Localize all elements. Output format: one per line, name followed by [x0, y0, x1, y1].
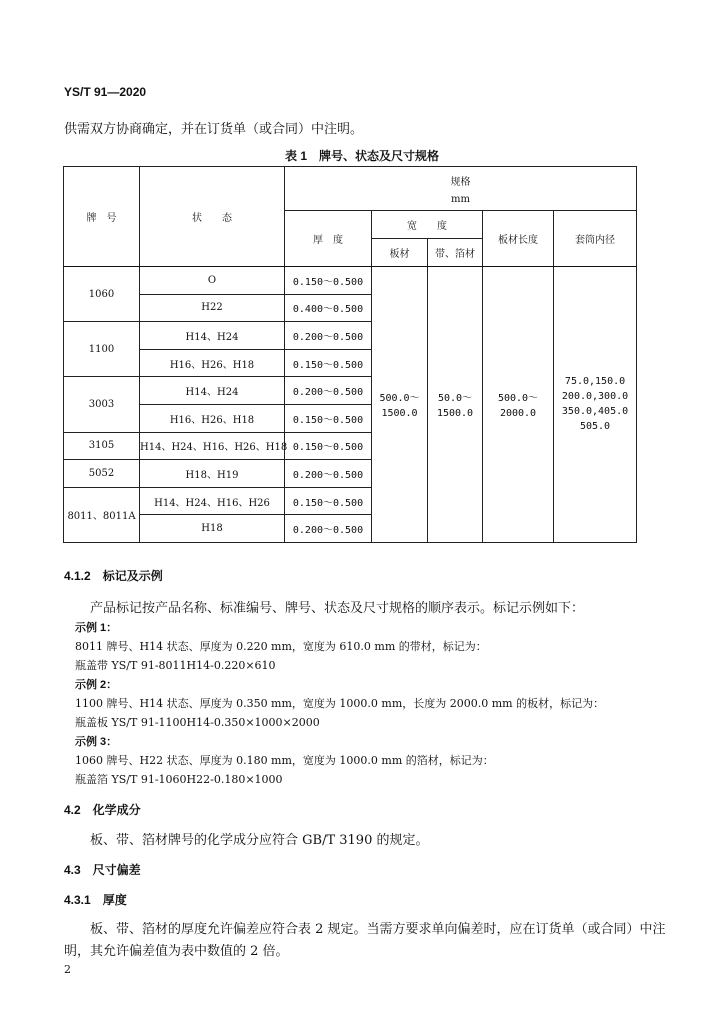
plate-length-line: 500.0～ — [497, 393, 539, 405]
spec-table — [63, 166, 637, 543]
sleeve-id-line: 505.0 — [579, 421, 611, 433]
thickness-cell: 0.150～0.500 — [285, 267, 372, 295]
example-mark: 瓶盖箔 YS/T 91-1060H22-0.180×1000 — [75, 773, 283, 786]
grade-cell: 3003 — [64, 377, 140, 432]
plate-length-cell — [483, 267, 554, 543]
state-cell: O — [140, 267, 285, 295]
thickness-cell: 0.200～0.500 — [285, 460, 372, 488]
header-strip-foil: 带、箔材 — [428, 239, 483, 267]
intro-paragraph: 供需双方协商确定，并在订货单（或合同）中注明。 — [64, 122, 364, 137]
plate-width-line: 1500.0 — [381, 408, 418, 420]
state-cell: H16、H26、H18 — [140, 404, 285, 432]
section-heading-4-3-1: 4.3.1 厚度 — [64, 893, 127, 907]
thickness-cell: 0.200～0.500 — [285, 322, 372, 350]
state-cell: H14、H24、H16、H26、H18 — [140, 432, 285, 460]
example-description: 1100 牌号、H14 状态、厚度为 0.350 mm，宽度为 1000.0 mm，长度为 2000.0 mm 的板材，标记为： — [75, 697, 605, 710]
section-paragraph: 板、带、箔材牌号的化学成分应符合 GB/T 3190 的规定。 — [90, 833, 429, 848]
example-mark: 瓶盖板 YS/T 91-1100H14-0.350×1000×2000 — [75, 716, 320, 729]
header-state: 状 态 — [140, 167, 285, 267]
header-plate: 板材 — [372, 239, 428, 267]
header-spec-label: 规格 — [450, 176, 471, 188]
thickness-cell: 0.150～0.500 — [285, 487, 372, 515]
example-description: 1060 牌号、H22 状态、厚度为 0.180 mm，宽度为 1000.0 mm 的箔材，标记为： — [75, 754, 494, 767]
example-title: 示例 2： — [75, 679, 118, 691]
header-plate-length: 板材长度 — [483, 211, 554, 267]
header-sleeve-id: 套筒内径 — [554, 211, 637, 267]
example-title: 示例 1： — [75, 622, 118, 634]
grade-cell: 5052 — [64, 460, 140, 488]
strip-width-line: 50.0～ — [437, 393, 473, 405]
sleeve-id-cell — [554, 267, 637, 543]
sleeve-id-line: 200.0,300.0 — [561, 391, 629, 403]
strip-width-line: 1500.0 — [436, 408, 474, 420]
example-description: 8011 牌号、H14 状态、厚度为 0.220 mm，宽度为 610.0 mm 的带材，标记为： — [75, 640, 487, 653]
grade-cell: 1100 — [64, 322, 140, 377]
plate-width-cell — [372, 267, 428, 543]
grade-cell: 8011、8011A — [64, 487, 140, 542]
state-cell: H14、H24 — [140, 322, 285, 350]
section-heading-4-1-2: 4.1.2 标记及示例 — [64, 569, 163, 583]
thickness-cell: 0.200～0.500 — [285, 515, 372, 543]
sleeve-id-line: 75.0,150.0 — [564, 376, 626, 388]
section-heading-4-2: 4.2 化学成分 — [64, 803, 141, 817]
table-row — [64, 267, 637, 295]
state-cell: H18、H19 — [140, 460, 285, 488]
page-number: 2 — [64, 963, 71, 976]
sleeve-id-line: 350.0,405.0 — [561, 406, 629, 418]
state-cell: H18 — [140, 515, 285, 543]
example-mark: 瓶盖带 YS/T 91-8011H14-0.220×610 — [75, 659, 276, 672]
header-width: 宽 度 — [372, 211, 483, 239]
header-grade: 牌 号 — [64, 167, 140, 267]
thickness-cell: 0.400～0.500 — [285, 294, 372, 322]
state-cell: H14、H24、H16、H26 — [140, 487, 285, 515]
section-paragraph: 板、带、箔材的厚度允许偏差应符合表 2 规定。当需方要求单向偏差时，应在订货单（或合同）中注 — [90, 922, 666, 937]
thickness-cell: 0.150～0.500 — [285, 349, 372, 377]
header-thickness: 厚 度 — [285, 211, 372, 267]
header-spec-unit: mm — [451, 193, 471, 205]
header-spec — [285, 167, 637, 211]
strip-width-cell — [428, 267, 483, 543]
state-cell: H14、H24 — [140, 377, 285, 405]
thickness-cell: 0.150～0.500 — [285, 432, 372, 460]
plate-length-line: 2000.0 — [499, 408, 537, 420]
state-cell: H16、H26、H18 — [140, 349, 285, 377]
state-cell: H22 — [140, 294, 285, 322]
section-paragraph: 产品标记按产品名称、标准编号、牌号、状态及尺寸规格的顺序表示。标记示例如下： — [90, 601, 585, 616]
grade-cell: 3105 — [64, 432, 140, 460]
plate-width-line: 500.0～ — [379, 393, 420, 405]
grade-cell: 1060 — [64, 267, 140, 322]
section-paragraph-continued: 明，其允许偏差值为表中数值的 2 倍。 — [64, 944, 289, 959]
example-title: 示例 3： — [75, 736, 118, 748]
section-heading-4-3: 4.3 尺寸偏差 — [64, 863, 141, 877]
thickness-cell: 0.150～0.500 — [285, 404, 372, 432]
thickness-cell: 0.200～0.500 — [285, 377, 372, 405]
table-caption: 表 1 牌号、状态及尺寸规格 — [284, 149, 439, 163]
document-header: YS/T 91—2020 — [64, 85, 147, 99]
